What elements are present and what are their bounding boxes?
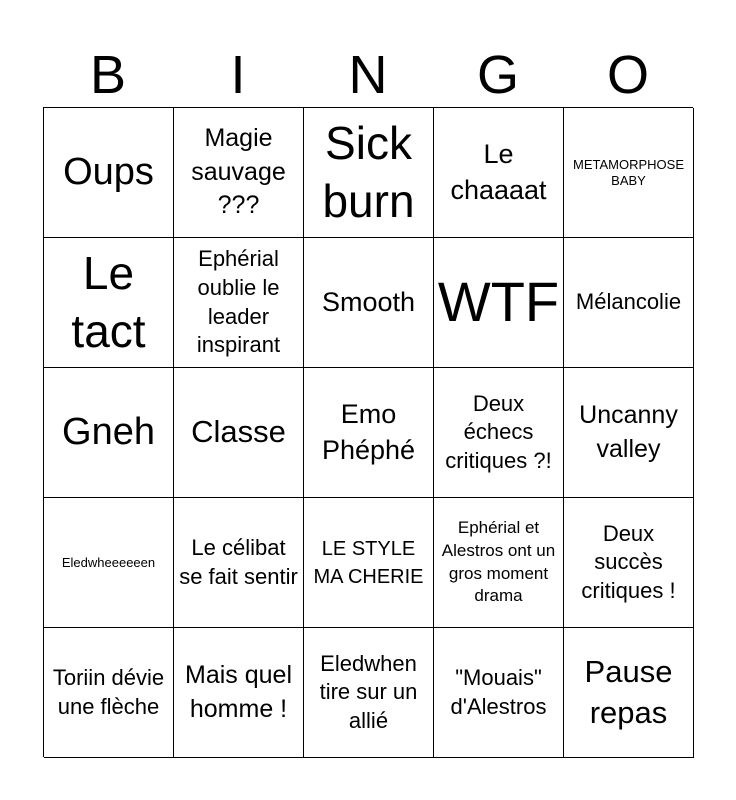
bingo-header: [43, 44, 693, 106]
bingo-cell[interactable]: [564, 498, 694, 628]
bingo-cell[interactable]: [304, 238, 434, 368]
bingo-cell[interactable]: [564, 108, 694, 238]
cell-text: Le célibat se fait sentir: [179, 534, 298, 589]
bingo-cell[interactable]: [174, 108, 304, 238]
cell-text: WTF: [437, 270, 560, 334]
bingo-grid: [43, 107, 693, 757]
cell-text: Oups: [63, 150, 154, 193]
cell-text: Magie sauvage ???: [191, 123, 286, 220]
bingo-cell[interactable]: [44, 498, 174, 628]
cell-text: Ephérial et Alestros ont un gros moment drama: [441, 517, 556, 606]
bingo-cell[interactable]: [44, 368, 174, 498]
bingo-cell[interactable]: [434, 498, 564, 628]
cell-text: Eledwheeeeeen: [61, 554, 156, 570]
cell-text: Eledwhen tire sur un allié: [319, 650, 418, 733]
cell-text: "Mouais" d'Alestros: [450, 664, 547, 719]
cell-text: Le tact: [71, 247, 146, 357]
cell-text: Uncanny valley: [579, 400, 678, 463]
cell-text: Sick burn: [322, 117, 415, 227]
header-letter-g: G: [476, 45, 519, 105]
bingo-cell[interactable]: [174, 628, 304, 758]
cell-text: Mélancolie: [575, 289, 682, 315]
bingo-cell[interactable]: [44, 238, 174, 368]
cell-text: Deux succès critiques !: [581, 520, 676, 603]
bingo-cell[interactable]: [434, 628, 564, 758]
cell-text: LE STYLE MA CHERIE: [313, 537, 424, 588]
bingo-cell[interactable]: [434, 108, 564, 238]
bingo-cell[interactable]: [564, 368, 694, 498]
bingo-cell[interactable]: [174, 498, 304, 628]
header-letter-b: B: [89, 45, 127, 105]
bingo-cell[interactable]: [564, 238, 694, 368]
cell-text: Classe: [191, 414, 286, 450]
header-letter-i: I: [230, 45, 246, 105]
cell-text: Pause repas: [584, 654, 673, 730]
bingo-cell[interactable]: [434, 238, 564, 368]
cell-text: Mais quel homme !: [185, 660, 292, 723]
bingo-cell[interactable]: [304, 368, 434, 498]
bingo-cell[interactable]: [434, 368, 564, 498]
bingo-cell[interactable]: [304, 628, 434, 758]
bingo-cell[interactable]: [174, 238, 304, 368]
cell-text: Toriin dévie une flèche: [52, 664, 165, 719]
header-letter-n: N: [348, 45, 388, 105]
cell-text: Le chaaaat: [450, 139, 547, 205]
cell-text: Deux échecs critiques ?!: [445, 390, 552, 473]
bingo-cell[interactable]: [564, 628, 694, 758]
bingo-cell[interactable]: [174, 368, 304, 498]
bingo-cell[interactable]: [304, 108, 434, 238]
header-letter-o: O: [606, 45, 649, 105]
bingo-cell[interactable]: [44, 628, 174, 758]
bingo-cell[interactable]: [304, 498, 434, 628]
cell-text: Ephérial oublie le leader inspirant: [196, 246, 281, 358]
cell-text: Smooth: [321, 286, 416, 317]
cell-text: METAMORPHOSE BABY: [573, 156, 684, 188]
bingo-cell[interactable]: [44, 108, 174, 238]
cell-text: Emo Phéphé: [321, 399, 416, 465]
cell-text: Gneh: [62, 410, 155, 453]
